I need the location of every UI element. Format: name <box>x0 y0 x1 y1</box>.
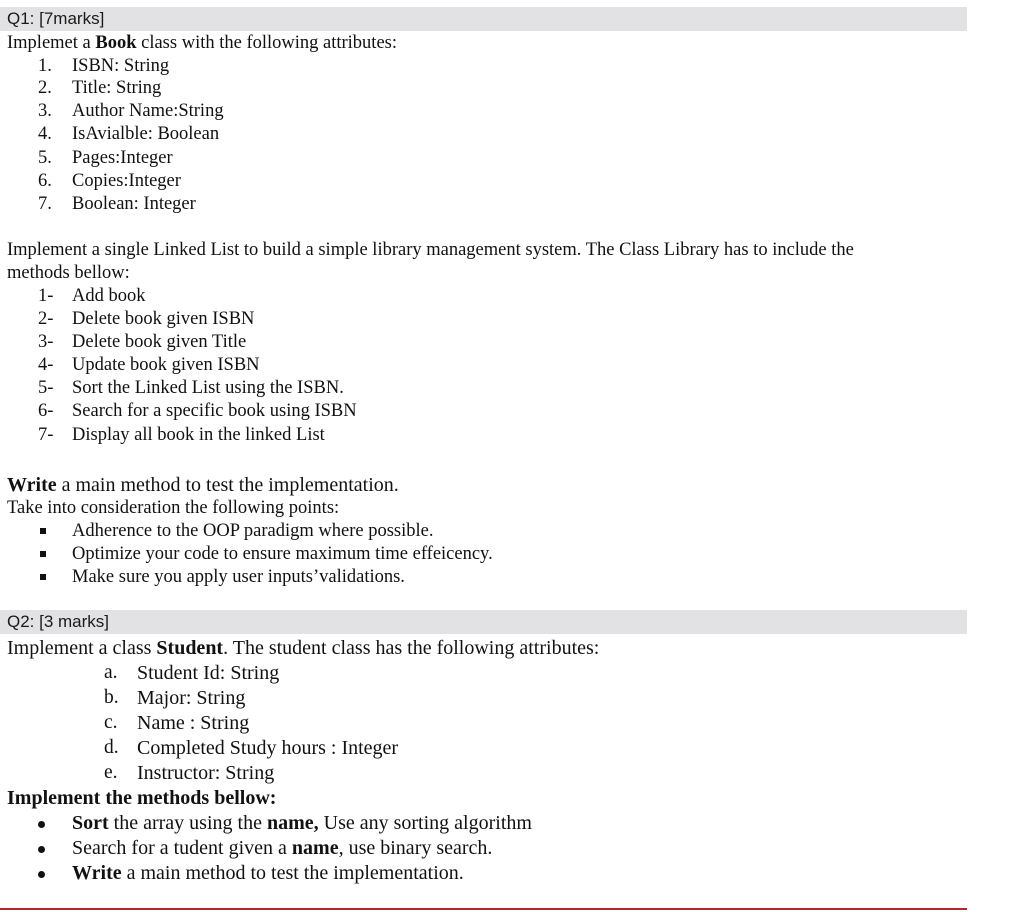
list-item: Write a main method to test the implementation. <box>72 862 464 884</box>
list-letter: d. <box>104 737 119 758</box>
list-item: ISBN: String <box>72 56 170 76</box>
list-letter: e. <box>104 762 118 783</box>
list-item: Adherence to the OOP paradigm where possible. <box>72 521 434 541</box>
square-bullet-icon <box>40 551 46 557</box>
q2-header: Q2: [3 marks] <box>0 610 967 634</box>
list-item: Completed Study hours : Integer <box>137 737 399 759</box>
list-item: Sort the array using the name, Use any sorting algorithm <box>72 812 532 834</box>
list-number: 1. <box>38 56 52 76</box>
list-item: Boolean: Integer <box>72 194 196 214</box>
q1-header: Q1: [7marks] <box>0 7 967 31</box>
list-item: Delete book given Title <box>72 332 247 352</box>
list-item: Title: String <box>72 78 162 98</box>
list-item: Sort the Linked List using the ISBN. <box>72 378 344 398</box>
list-item: Instructor: String <box>137 762 275 784</box>
list-item: Update book given ISBN <box>72 355 260 375</box>
list-number: 7. <box>38 194 52 214</box>
list-number: 3- <box>38 332 54 352</box>
list-item: Delete book given ISBN <box>72 309 255 329</box>
list-number: 5- <box>38 378 54 398</box>
list-number: 5. <box>38 148 52 168</box>
bullet-icon <box>38 846 45 853</box>
list-number: 7- <box>38 425 54 445</box>
list-number: 1- <box>38 286 54 306</box>
q1-write-line: Write a main method to test the implementation. <box>7 474 399 496</box>
square-bullet-icon <box>40 528 46 534</box>
list-item: Search for a specific book using ISBN <box>72 401 357 421</box>
list-item: Display all book in the linked List <box>72 425 325 445</box>
bullet-icon <box>38 821 45 828</box>
list-item: Author Name:String <box>72 101 224 121</box>
bullet-icon <box>38 871 45 878</box>
q1-linked-line1: Implement a single Linked List to build a simple library management system. The Class Library has to include the <box>7 240 854 260</box>
footer-divider <box>0 908 967 910</box>
q1-intro: Implemet a Book class with the following attributes: <box>7 33 397 53</box>
list-item: Search for a tudent given a name, use binary search. <box>72 837 493 859</box>
list-item: Pages:Integer <box>72 148 173 168</box>
square-bullet-icon <box>40 574 46 580</box>
list-number: 6. <box>38 171 52 191</box>
list-letter: c. <box>104 712 118 733</box>
list-number: 3. <box>38 101 52 121</box>
list-number: 2- <box>38 309 54 329</box>
list-letter: b. <box>104 687 119 708</box>
list-item: Copies:Integer <box>72 171 181 191</box>
list-item: IsAvialble: Boolean <box>72 124 220 144</box>
list-number: 4. <box>38 124 52 144</box>
list-item: Name : String <box>137 712 250 734</box>
q1-linked-line2: methods bellow: <box>7 263 130 283</box>
list-item: Major: String <box>137 687 246 709</box>
q2-methods-heading: Implement the methods bellow: <box>7 787 277 809</box>
list-number: 2. <box>38 78 52 98</box>
list-number: 4- <box>38 355 54 375</box>
list-letter: a. <box>104 662 118 683</box>
list-item: Student Id: String <box>137 662 280 684</box>
list-item: Make sure you apply user inputs’validations. <box>72 567 405 587</box>
list-item: Add book <box>72 286 146 306</box>
list-item: Optimize your code to ensure maximum time effeicency. <box>72 544 493 564</box>
list-number: 6- <box>38 401 54 421</box>
q2-intro: Implement a class Student. The student class has the following attributes: <box>7 637 600 659</box>
q1-consider-line: Take into consideration the following points: <box>7 498 340 518</box>
